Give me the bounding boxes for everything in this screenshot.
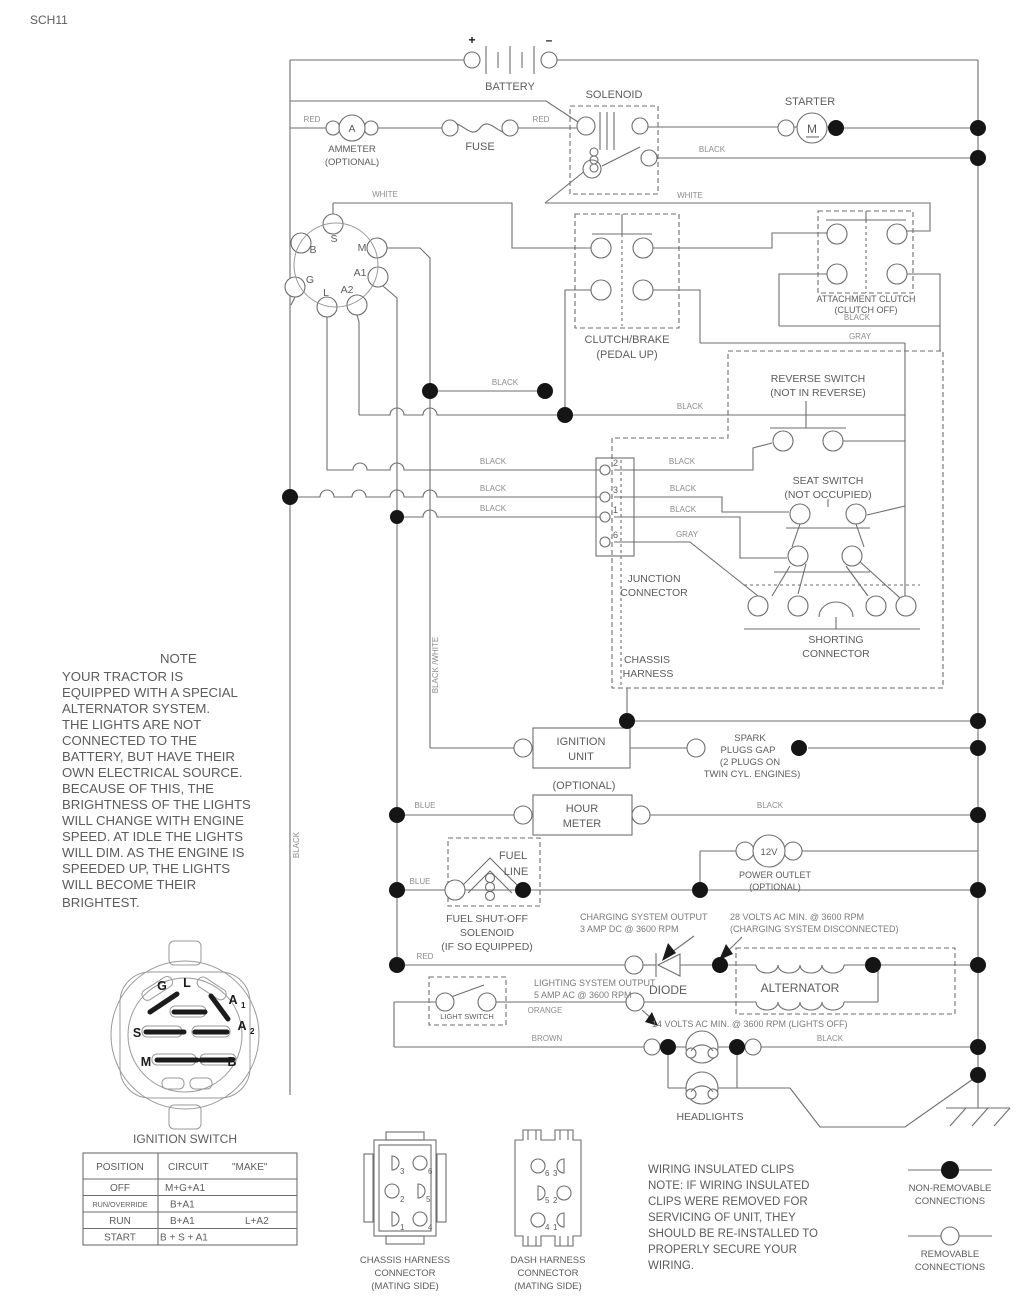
clutch-brake-label: CLUTCH/BRAKE <box>584 334 670 346</box>
svg-text:B+A1: B+A1 <box>170 1199 195 1211</box>
alternator-label: ALTERNATOR <box>760 981 840 995</box>
ignition-unit-1: IGNITION <box>556 736 606 748</box>
wire-black-white-vertical: BLACK /WHITE <box>431 636 440 694</box>
wiring-clips-note <box>648 1164 818 1272</box>
fuel-solenoid-1: FUEL SHUT-OFF <box>446 913 528 925</box>
starter-m: M <box>807 122 817 136</box>
svg-text:BRIGHTEST.: BRIGHTEST. <box>62 895 140 910</box>
ignition-switch-connector <box>111 941 259 1146</box>
wire-black-4: BLACK <box>676 402 704 411</box>
svg-text:6: 6 <box>545 1169 550 1178</box>
key-position-bars <box>146 994 232 1060</box>
lighting-output-2: 5 AMP AC @ 3600 RPM <box>534 990 632 1000</box>
svg-text:START: START <box>104 1232 136 1244</box>
svg-text:OFF: OFF <box>110 1183 130 1194</box>
power-outlet-2: (OPTIONAL) <box>749 882 801 892</box>
spark-3: (2 PLUGS ON <box>719 757 781 768</box>
svg-text:SERVICING OF UNIT, THEY: SERVICING OF UNIT, THEY <box>648 1212 796 1224</box>
svg-text:SHOULD BE RE-INSTALLED TO: SHOULD BE RE-INSTALLED TO <box>648 1228 818 1240</box>
clutch-brake-box <box>575 214 679 328</box>
wire-brown: BROWN <box>531 1034 563 1043</box>
chassis-connector-1: CHASSIS HARNESS <box>359 1255 451 1266</box>
wire-black-1: BLACK <box>698 145 726 154</box>
wire-red-1: RED <box>303 115 321 124</box>
wire-black-6: BLACK <box>479 484 507 493</box>
wire-black-12: BLACK <box>816 1034 844 1043</box>
volts14: 14 VOLTS AC MIN. @ 3600 RPM (LIGHTS OFF) <box>652 1019 848 1029</box>
junction-pin-2: 2 <box>613 458 619 468</box>
ignition-unit-2: UNIT <box>568 751 594 763</box>
svg-text:ALTERNATOR SYSTEM.: ALTERNATOR SYSTEM. <box>62 701 211 716</box>
legend-non-removable-2: CONNECTIONS <box>914 1196 986 1207</box>
terminal-g: G <box>305 274 315 286</box>
spark-1: SPARK <box>734 733 766 744</box>
legend-removable-2: CONNECTIONS <box>914 1262 986 1273</box>
svg-text:5: 5 <box>545 1196 550 1205</box>
wire-orange: ORANGE <box>527 1006 563 1015</box>
junction-label-1: JUNCTION <box>627 573 681 585</box>
attachment-clutch-state: (CLUTCH OFF) <box>834 305 898 315</box>
note-block <box>62 651 251 910</box>
terminal-b: B <box>309 244 317 256</box>
chassis-harness-2: HARNESS <box>622 668 674 680</box>
power-outlet-12v: 12V <box>760 847 778 858</box>
junction-pin-3: 3 <box>613 485 619 495</box>
svg-text:BRIGHTNESS OF THE LIGHTS: BRIGHTNESS OF THE LIGHTS <box>62 797 251 812</box>
diode-symbol <box>658 954 680 976</box>
key-a2: A <box>237 1019 247 1033</box>
solenoid-label: SOLENOID <box>585 89 643 101</box>
legend-non-removable-1: NON-REMOVABLE <box>908 1183 992 1194</box>
battery-negative-terminal <box>541 52 557 68</box>
key-a1: A <box>228 993 238 1007</box>
fuel-line-2: LINE <box>503 866 529 878</box>
fuel-solenoid-3: (IF SO EQUIPPED) <box>441 941 533 953</box>
svg-text:2: 2 <box>553 1196 558 1205</box>
wire-black-8: BLACK <box>668 457 696 466</box>
diode-label: DIODE <box>648 983 688 997</box>
svg-text:3: 3 <box>400 1167 405 1176</box>
svg-text:B+A1: B+A1 <box>170 1216 195 1227</box>
charging-output-2: 3 AMP DC @ 3600 RPM <box>580 924 679 934</box>
wire-white-1: WHITE <box>372 190 398 199</box>
attachment-clutch-switch <box>817 294 916 315</box>
svg-text:BECAUSE OF THIS, THE: BECAUSE OF THIS, THE <box>62 781 214 796</box>
wire-red-2: RED <box>532 115 550 124</box>
svg-text:WILL BECOME THEIR: WILL BECOME THEIR <box>62 877 197 892</box>
svg-text:4: 4 <box>545 1223 550 1232</box>
svg-text:1: 1 <box>400 1223 405 1232</box>
battery-label: BATTERY <box>485 81 535 93</box>
removable-connection-terminals <box>285 52 916 1104</box>
svg-text:3: 3 <box>553 1169 558 1178</box>
key-l: L <box>183 976 191 990</box>
non-removable-connection-icon <box>941 1161 959 1179</box>
terminal-a1: A1 <box>353 267 367 279</box>
svg-text:CONNECTED TO THE: CONNECTED TO THE <box>62 733 197 748</box>
dash-connector-2: CONNECTOR <box>517 1268 579 1279</box>
key-m: M <box>140 1055 152 1069</box>
battery-plus-label: + <box>468 33 476 47</box>
starter-label: STARTER <box>784 96 836 108</box>
svg-text:WIRING INSULATED CLIPS: WIRING INSULATED CLIPS <box>648 1164 795 1176</box>
shorting-1: SHORTING <box>808 634 864 646</box>
wire-black-vertical: BLACK <box>292 831 301 859</box>
wire-blue-2: BLUE <box>409 877 431 886</box>
terminal-s: S <box>330 233 338 245</box>
ammeter-optional: (OPTIONAL) <box>324 157 380 168</box>
battery-minus-label: – <box>545 33 553 47</box>
seat-switch-state: (NOT OCCUPIED) <box>784 489 872 501</box>
ignition-switch-title: IGNITION SWITCH <box>133 1132 237 1146</box>
wire-black-7: BLACK <box>479 504 507 513</box>
wire-gray-1: GRAY <box>848 332 872 341</box>
volts28-2: (CHARGING SYSTEM DISCONNECTED) <box>730 924 899 934</box>
wire-red-3: RED <box>416 952 434 961</box>
dash-connector-1: DASH HARNESS <box>510 1255 586 1266</box>
svg-text:B + S + A1: B + S + A1 <box>160 1232 208 1244</box>
ignition-position-table <box>83 1153 297 1245</box>
wire-black-3: BLACK <box>491 378 519 387</box>
hour-meter-1: HOUR <box>565 803 599 815</box>
wire-blue-1: BLUE <box>414 801 436 810</box>
svg-text:2: 2 <box>250 1027 255 1036</box>
connection-legend <box>908 1161 992 1273</box>
svg-text:6: 6 <box>428 1167 433 1176</box>
svg-text:1: 1 <box>241 1001 246 1010</box>
key-g: G <box>157 979 167 993</box>
terminal-a2: A2 <box>340 284 354 296</box>
clutch-brake-state: (PEDAL UP) <box>596 349 658 361</box>
svg-text:1: 1 <box>553 1223 558 1232</box>
svg-text:BATTERY, BUT HAVE THEIR: BATTERY, BUT HAVE THEIR <box>62 749 235 764</box>
chassis-connector-3: (MATING SIDE) <box>371 1281 439 1292</box>
svg-text:4: 4 <box>428 1223 433 1232</box>
ammeter-a: A <box>348 123 356 135</box>
chassis-harness-connector <box>360 1132 450 1292</box>
svg-text:RUN/OVERRIDE: RUN/OVERRIDE <box>92 1200 148 1209</box>
svg-text:M+G+A1: M+G+A1 <box>165 1183 206 1194</box>
wire-black-5: BLACK <box>479 457 507 466</box>
reverse-switch-state: (NOT IN REVERSE) <box>770 387 866 399</box>
fuel-solenoid-2: SOLENOID <box>459 927 515 939</box>
legend-removable-1: REMOVABLE <box>920 1249 980 1260</box>
dash-harness-connector <box>511 1130 586 1292</box>
schematic-id: SCH11 <box>30 13 68 27</box>
charging-output-1: CHARGING SYSTEM OUTPUT <box>580 912 708 922</box>
terminal-m: M <box>357 242 367 254</box>
svg-text:RUN: RUN <box>109 1216 131 1227</box>
spark-4: TWIN CYL. ENGINES) <box>703 769 801 780</box>
hour-meter-2: METER <box>562 818 602 830</box>
svg-text:WIRING.: WIRING. <box>648 1260 694 1272</box>
removable-connection-icon <box>941 1227 959 1245</box>
reverse-switch-label: REVERSE SWITCH <box>770 373 866 385</box>
reverse-switch <box>770 373 865 399</box>
svg-text:SPEEDED UP, THE LIGHTS: SPEEDED UP, THE LIGHTS <box>62 861 231 876</box>
ignition-unit <box>557 736 606 763</box>
spark-plugs <box>704 733 801 780</box>
wire-gray-2: GRAY <box>675 530 699 539</box>
light-switch-label: LIGHT SWITCH <box>440 1012 494 1021</box>
battery-positive-terminal <box>464 52 480 68</box>
svg-text:THE LIGHTS ARE NOT: THE LIGHTS ARE NOT <box>62 717 202 732</box>
junction-pin-6: 6 <box>613 530 619 540</box>
svg-text:CLIPS WERE REMOVED FOR: CLIPS WERE REMOVED FOR <box>648 1196 808 1208</box>
headlights-label: HEADLIGHTS <box>676 1111 744 1123</box>
battery <box>468 33 552 93</box>
fuel-shutoff-solenoid <box>441 850 533 953</box>
table-header-make: "MAKE" <box>232 1162 268 1173</box>
volts28-1: 28 VOLTS AC MIN. @ 3600 RPM <box>730 912 865 922</box>
svg-text:OWN ELECTRICAL SOURCE.: OWN ELECTRICAL SOURCE. <box>62 765 243 780</box>
svg-text:2: 2 <box>400 1195 405 1204</box>
svg-text:5: 5 <box>426 1195 431 1204</box>
seat-switch <box>784 475 871 501</box>
shorting-2: CONNECTOR <box>802 648 870 660</box>
ammeter-label: AMMETER <box>328 144 376 155</box>
key-b: B <box>227 1055 237 1069</box>
svg-text:SPEED. AT IDLE THE LIGHTS: SPEED. AT IDLE THE LIGHTS <box>62 829 244 844</box>
svg-text:YOUR TRACTOR IS: YOUR TRACTOR IS <box>62 669 184 684</box>
svg-text:WILL CHANGE WITH ENGINE: WILL CHANGE WITH ENGINE <box>62 813 244 828</box>
note-title: NOTE <box>160 651 197 666</box>
junction-label-2: CONNECTOR <box>620 587 688 599</box>
svg-text:NOTE: IF WIRING INSULATED: NOTE: IF WIRING INSULATED <box>648 1180 810 1192</box>
junction-connector <box>613 458 688 599</box>
svg-text:WILL DIM. AS THE ENGINE IS: WILL DIM. AS THE ENGINE IS <box>62 845 245 860</box>
lighting-output-1: LIGHTING SYSTEM OUTPUT <box>534 978 656 988</box>
solid-boxes <box>533 458 634 835</box>
clutch-brake-switch <box>585 334 670 361</box>
wire-black-2: BLACK <box>843 313 871 322</box>
wire-white-2: WHITE <box>677 191 703 200</box>
dash-connector-3: (MATING SIDE) <box>514 1281 582 1292</box>
component-boxes <box>429 106 955 1025</box>
wire-black-9: BLACK <box>669 484 697 493</box>
wire-black-10: BLACK <box>669 505 697 514</box>
fuel-line-1: FUEL <box>498 850 528 862</box>
hour-meter <box>553 780 616 830</box>
seat-switch-label: SEAT SWITCH <box>792 475 864 487</box>
chassis-harness-labels <box>623 654 674 680</box>
chassis-harness-1: CHASSIS <box>623 654 671 666</box>
spark-2: PLUGS GAP <box>720 745 776 756</box>
fuse-label: FUSE <box>465 141 495 153</box>
chassis-connector-2: CONNECTOR <box>374 1268 436 1279</box>
svg-text:EQUIPPED WITH A SPECIAL: EQUIPPED WITH A SPECIAL <box>62 685 238 700</box>
chassis-harness-box <box>612 351 943 688</box>
junction-pin-1: 1 <box>613 505 619 515</box>
svg-text:PROPERLY SECURE YOUR: PROPERLY SECURE YOUR <box>648 1244 797 1256</box>
terminal-l: L <box>323 287 329 299</box>
wire-black-11: BLACK <box>756 801 784 810</box>
table-header-circuit: CIRCUIT <box>168 1162 209 1173</box>
shorting-connector <box>802 634 870 660</box>
hour-meter-optional: (OPTIONAL) <box>552 780 616 792</box>
key-s: S <box>132 1026 142 1040</box>
ignition-switch-schematic <box>294 223 378 307</box>
table-header-position: POSITION <box>96 1162 144 1173</box>
svg-text:L+A2: L+A2 <box>245 1216 269 1227</box>
attachment-clutch-label: ATTACHMENT CLUTCH <box>816 294 916 304</box>
power-outlet-1: POWER OUTLET <box>738 870 812 880</box>
